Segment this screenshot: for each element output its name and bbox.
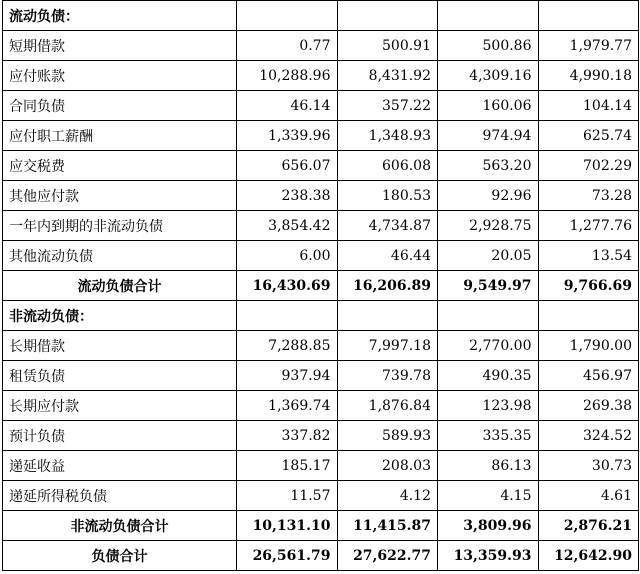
value-cell: 13.54 — [538, 241, 639, 271]
value-cell: 1,979.77 — [538, 31, 639, 61]
table-row — [3, 481, 639, 511]
value-cell: 1,348.93 — [337, 121, 438, 151]
row-label: 应付账款 — [3, 61, 237, 91]
value-cell: 702.29 — [538, 151, 639, 181]
value-cell: 73.28 — [538, 181, 639, 211]
value-cell: 86.13 — [438, 451, 539, 481]
value-cell: 7,288.85 — [237, 331, 338, 361]
value-cell: 8,431.92 — [337, 61, 438, 91]
value-cell: 335.35 — [438, 421, 539, 451]
value-cell: 185.17 — [237, 451, 338, 481]
table-row — [3, 121, 639, 151]
row-label: 其他应付款 — [3, 181, 237, 211]
value-cell: 104.14 — [538, 91, 639, 121]
row-label: 递延收益 — [3, 451, 237, 481]
value-cell: 10,131.10 — [237, 511, 338, 541]
value-cell: 9,766.69 — [538, 271, 639, 301]
value-cell: 9,549.97 — [438, 271, 539, 301]
value-cell: 16,206.89 — [337, 271, 438, 301]
value-cell: 123.98 — [438, 391, 539, 421]
value-cell: 4.12 — [337, 481, 438, 511]
value-cell: 324.52 — [538, 421, 639, 451]
value-cell: 4,309.16 — [438, 61, 539, 91]
value-cell: 2,876.21 — [538, 511, 639, 541]
value-cell: 10,288.96 — [237, 61, 338, 91]
value-cell: 656.07 — [237, 151, 338, 181]
row-label: 递延所得税负债 — [3, 481, 237, 511]
table-row — [3, 91, 639, 121]
value-cell: 4.15 — [438, 481, 539, 511]
value-cell: 160.06 — [438, 91, 539, 121]
value-cell: 46.44 — [337, 241, 438, 271]
table-row — [3, 451, 639, 481]
row-label: 非流动负债合计 — [3, 511, 237, 541]
table-row — [3, 181, 639, 211]
value-cell: 1,369.74 — [237, 391, 338, 421]
value-cell: 11.57 — [237, 481, 338, 511]
table-row — [3, 151, 639, 181]
value-cell — [438, 1, 539, 31]
value-cell: 500.86 — [438, 31, 539, 61]
value-cell — [237, 1, 338, 31]
value-cell: 337.82 — [237, 421, 338, 451]
value-cell: 563.20 — [438, 151, 539, 181]
value-cell — [538, 301, 639, 331]
value-cell: 12,642.90 — [538, 541, 639, 571]
value-cell: 490.35 — [438, 361, 539, 391]
liabilities-table — [2, 0, 639, 571]
value-cell: 1,876.84 — [337, 391, 438, 421]
value-cell: 6.00 — [237, 241, 338, 271]
subtotal-row — [3, 541, 639, 571]
value-cell: 4.61 — [538, 481, 639, 511]
value-cell: 357.22 — [337, 91, 438, 121]
value-cell: 46.14 — [237, 91, 338, 121]
value-cell: 456.97 — [538, 361, 639, 391]
value-cell: 30.73 — [538, 451, 639, 481]
table-row — [3, 211, 639, 241]
subtotal-row — [3, 271, 639, 301]
table-row — [3, 31, 639, 61]
value-cell — [337, 301, 438, 331]
value-cell: 13,359.93 — [438, 541, 539, 571]
value-cell — [438, 301, 539, 331]
row-label: 预计负债 — [3, 421, 237, 451]
section-header-row — [3, 1, 639, 31]
value-cell — [237, 301, 338, 331]
liabilities-table-body — [3, 1, 639, 571]
row-label: 租赁负债 — [3, 361, 237, 391]
value-cell: 20.05 — [438, 241, 539, 271]
row-label: 长期借款 — [3, 331, 237, 361]
row-label: 长期应付款 — [3, 391, 237, 421]
value-cell: 3,809.96 — [438, 511, 539, 541]
value-cell: 1,790.00 — [538, 331, 639, 361]
row-label: 合同负债 — [3, 91, 237, 121]
value-cell: 2,928.75 — [438, 211, 539, 241]
value-cell: 92.96 — [438, 181, 539, 211]
value-cell: 2,770.00 — [438, 331, 539, 361]
section-label: 非流动负债： — [3, 301, 237, 331]
value-cell: 238.38 — [237, 181, 338, 211]
table-row — [3, 361, 639, 391]
value-cell: 16,430.69 — [237, 271, 338, 301]
table-row — [3, 331, 639, 361]
row-label: 流动负债合计 — [3, 271, 237, 301]
value-cell: 26,561.79 — [237, 541, 338, 571]
row-label: 应交税费 — [3, 151, 237, 181]
value-cell: 500.91 — [337, 31, 438, 61]
value-cell: 7,997.18 — [337, 331, 438, 361]
table-row — [3, 61, 639, 91]
section-header-row — [3, 301, 639, 331]
value-cell: 625.74 — [538, 121, 639, 151]
table-row — [3, 391, 639, 421]
value-cell: 3,854.42 — [237, 211, 338, 241]
value-cell: 11,415.87 — [337, 511, 438, 541]
value-cell — [337, 1, 438, 31]
row-label: 负债合计 — [3, 541, 237, 571]
row-label: 一年内到期的非流动负债 — [3, 211, 237, 241]
value-cell: 180.53 — [337, 181, 438, 211]
value-cell: 0.77 — [237, 31, 338, 61]
subtotal-row — [3, 511, 639, 541]
row-label: 应付职工薪酬 — [3, 121, 237, 151]
value-cell: 4,734.87 — [337, 211, 438, 241]
value-cell: 606.08 — [337, 151, 438, 181]
section-label: 流动负债： — [3, 1, 237, 31]
value-cell: 1,339.96 — [237, 121, 338, 151]
value-cell — [538, 1, 639, 31]
value-cell: 974.94 — [438, 121, 539, 151]
value-cell: 269.38 — [538, 391, 639, 421]
value-cell: 937.94 — [237, 361, 338, 391]
value-cell: 208.03 — [337, 451, 438, 481]
value-cell: 739.78 — [337, 361, 438, 391]
value-cell: 27,622.77 — [337, 541, 438, 571]
value-cell: 1,277.76 — [538, 211, 639, 241]
table-row — [3, 421, 639, 451]
value-cell: 4,990.18 — [538, 61, 639, 91]
row-label: 短期借款 — [3, 31, 237, 61]
table-row — [3, 241, 639, 271]
value-cell: 589.93 — [337, 421, 438, 451]
row-label: 其他流动负债 — [3, 241, 237, 271]
